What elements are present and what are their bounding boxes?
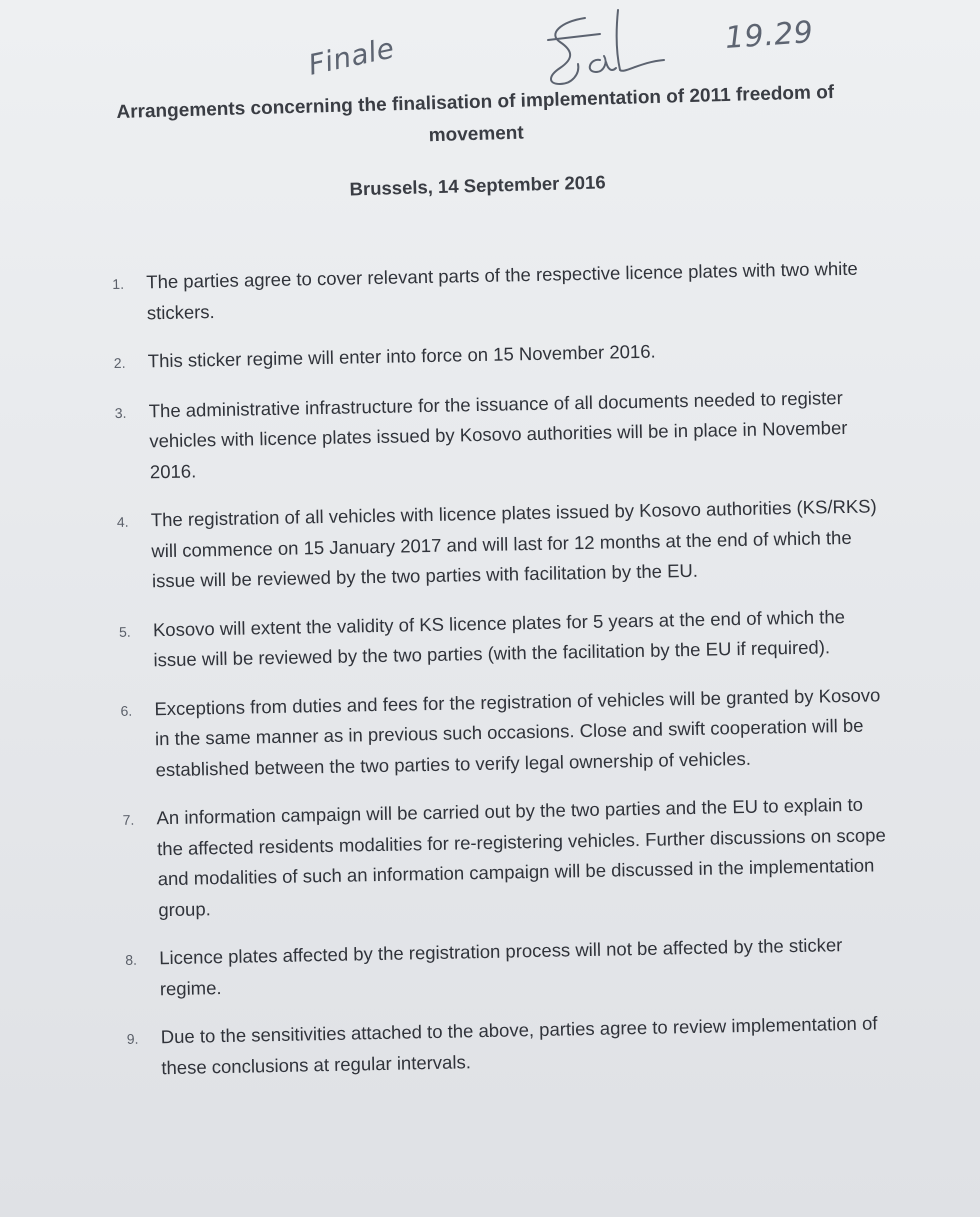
item-number: 9.: [126, 1030, 139, 1047]
list-item: [119, 601, 890, 677]
item-number: 5.: [118, 623, 131, 640]
item-number: 2.: [113, 354, 126, 371]
list-item: [112, 253, 883, 329]
document-title: Arrangements concerning the finalisation of implementation of 2011 freedom of movement: [116, 81, 835, 147]
list-item: [117, 491, 889, 597]
item-text: Due to the sensitivities attached to the above, parties agree to review implementation of these conclusions at regular intervals.: [160, 1012, 878, 1078]
arrangement-list: [112, 253, 898, 1084]
item-number: 6.: [120, 702, 133, 719]
item-text: Kosovo will extent the validity of KS licence plates for 5 years at the end of which the issue will be reviewed by the two parties (with the facilitation by the EU if required).: [152, 605, 846, 671]
list-item: [120, 680, 892, 786]
title-block: [80, 76, 873, 208]
item-text: The administrative infrastructure for the issuance of all documents needed to register vehicles with licence plates issued by Kosovo authorities will be in place in November 2016.: [148, 386, 848, 482]
item-text: The registration of all vehicles with licence plates issued by Kosovo authorities (KS/RKS) will commence on 15 January 2017 and will last for 12 months at the end of which the issue will be reviewed by the two parties with facilitation by the EU.: [150, 495, 877, 592]
item-number: 7.: [122, 811, 135, 828]
item-text: This sticker regime will enter into force on 15 November 2016.: [147, 340, 656, 372]
document-place-date: Brussels, 14 September 2016: [349, 171, 606, 200]
list-item: [126, 1008, 897, 1084]
item-text: An information campaign will be carried out by the two parties and the EU to explain to the affected residents modalities for re-registering vehicles. Further discussions on scope and modalities of such an information campaign will be discussed in the implementation group.: [156, 793, 886, 920]
item-number: 3.: [114, 404, 127, 421]
item-number: 1.: [112, 275, 125, 292]
item-text: Exceptions from duties and fees for the registration of vehicles will be granted by Kosovo in the same manner as in previous such occasions. Close and swift cooperation will be established between the two parties to verify legal ownership of vehicles.: [154, 683, 881, 780]
item-number: 4.: [116, 513, 129, 530]
item-number: 8.: [125, 951, 138, 968]
item-text: Licence plates affected by the registration process will not be affected by the sticker regime.: [159, 934, 843, 999]
list-item: [125, 929, 896, 1005]
item-text: The parties agree to cover relevant parts of the respective licence plates with two white stickers.: [146, 257, 858, 323]
list-item: [114, 332, 884, 378]
handwritten-note-finale: Finale: [305, 31, 398, 82]
handwritten-note-number: 19.29: [723, 14, 815, 57]
list-item: [114, 382, 886, 488]
list-item: [122, 789, 894, 926]
